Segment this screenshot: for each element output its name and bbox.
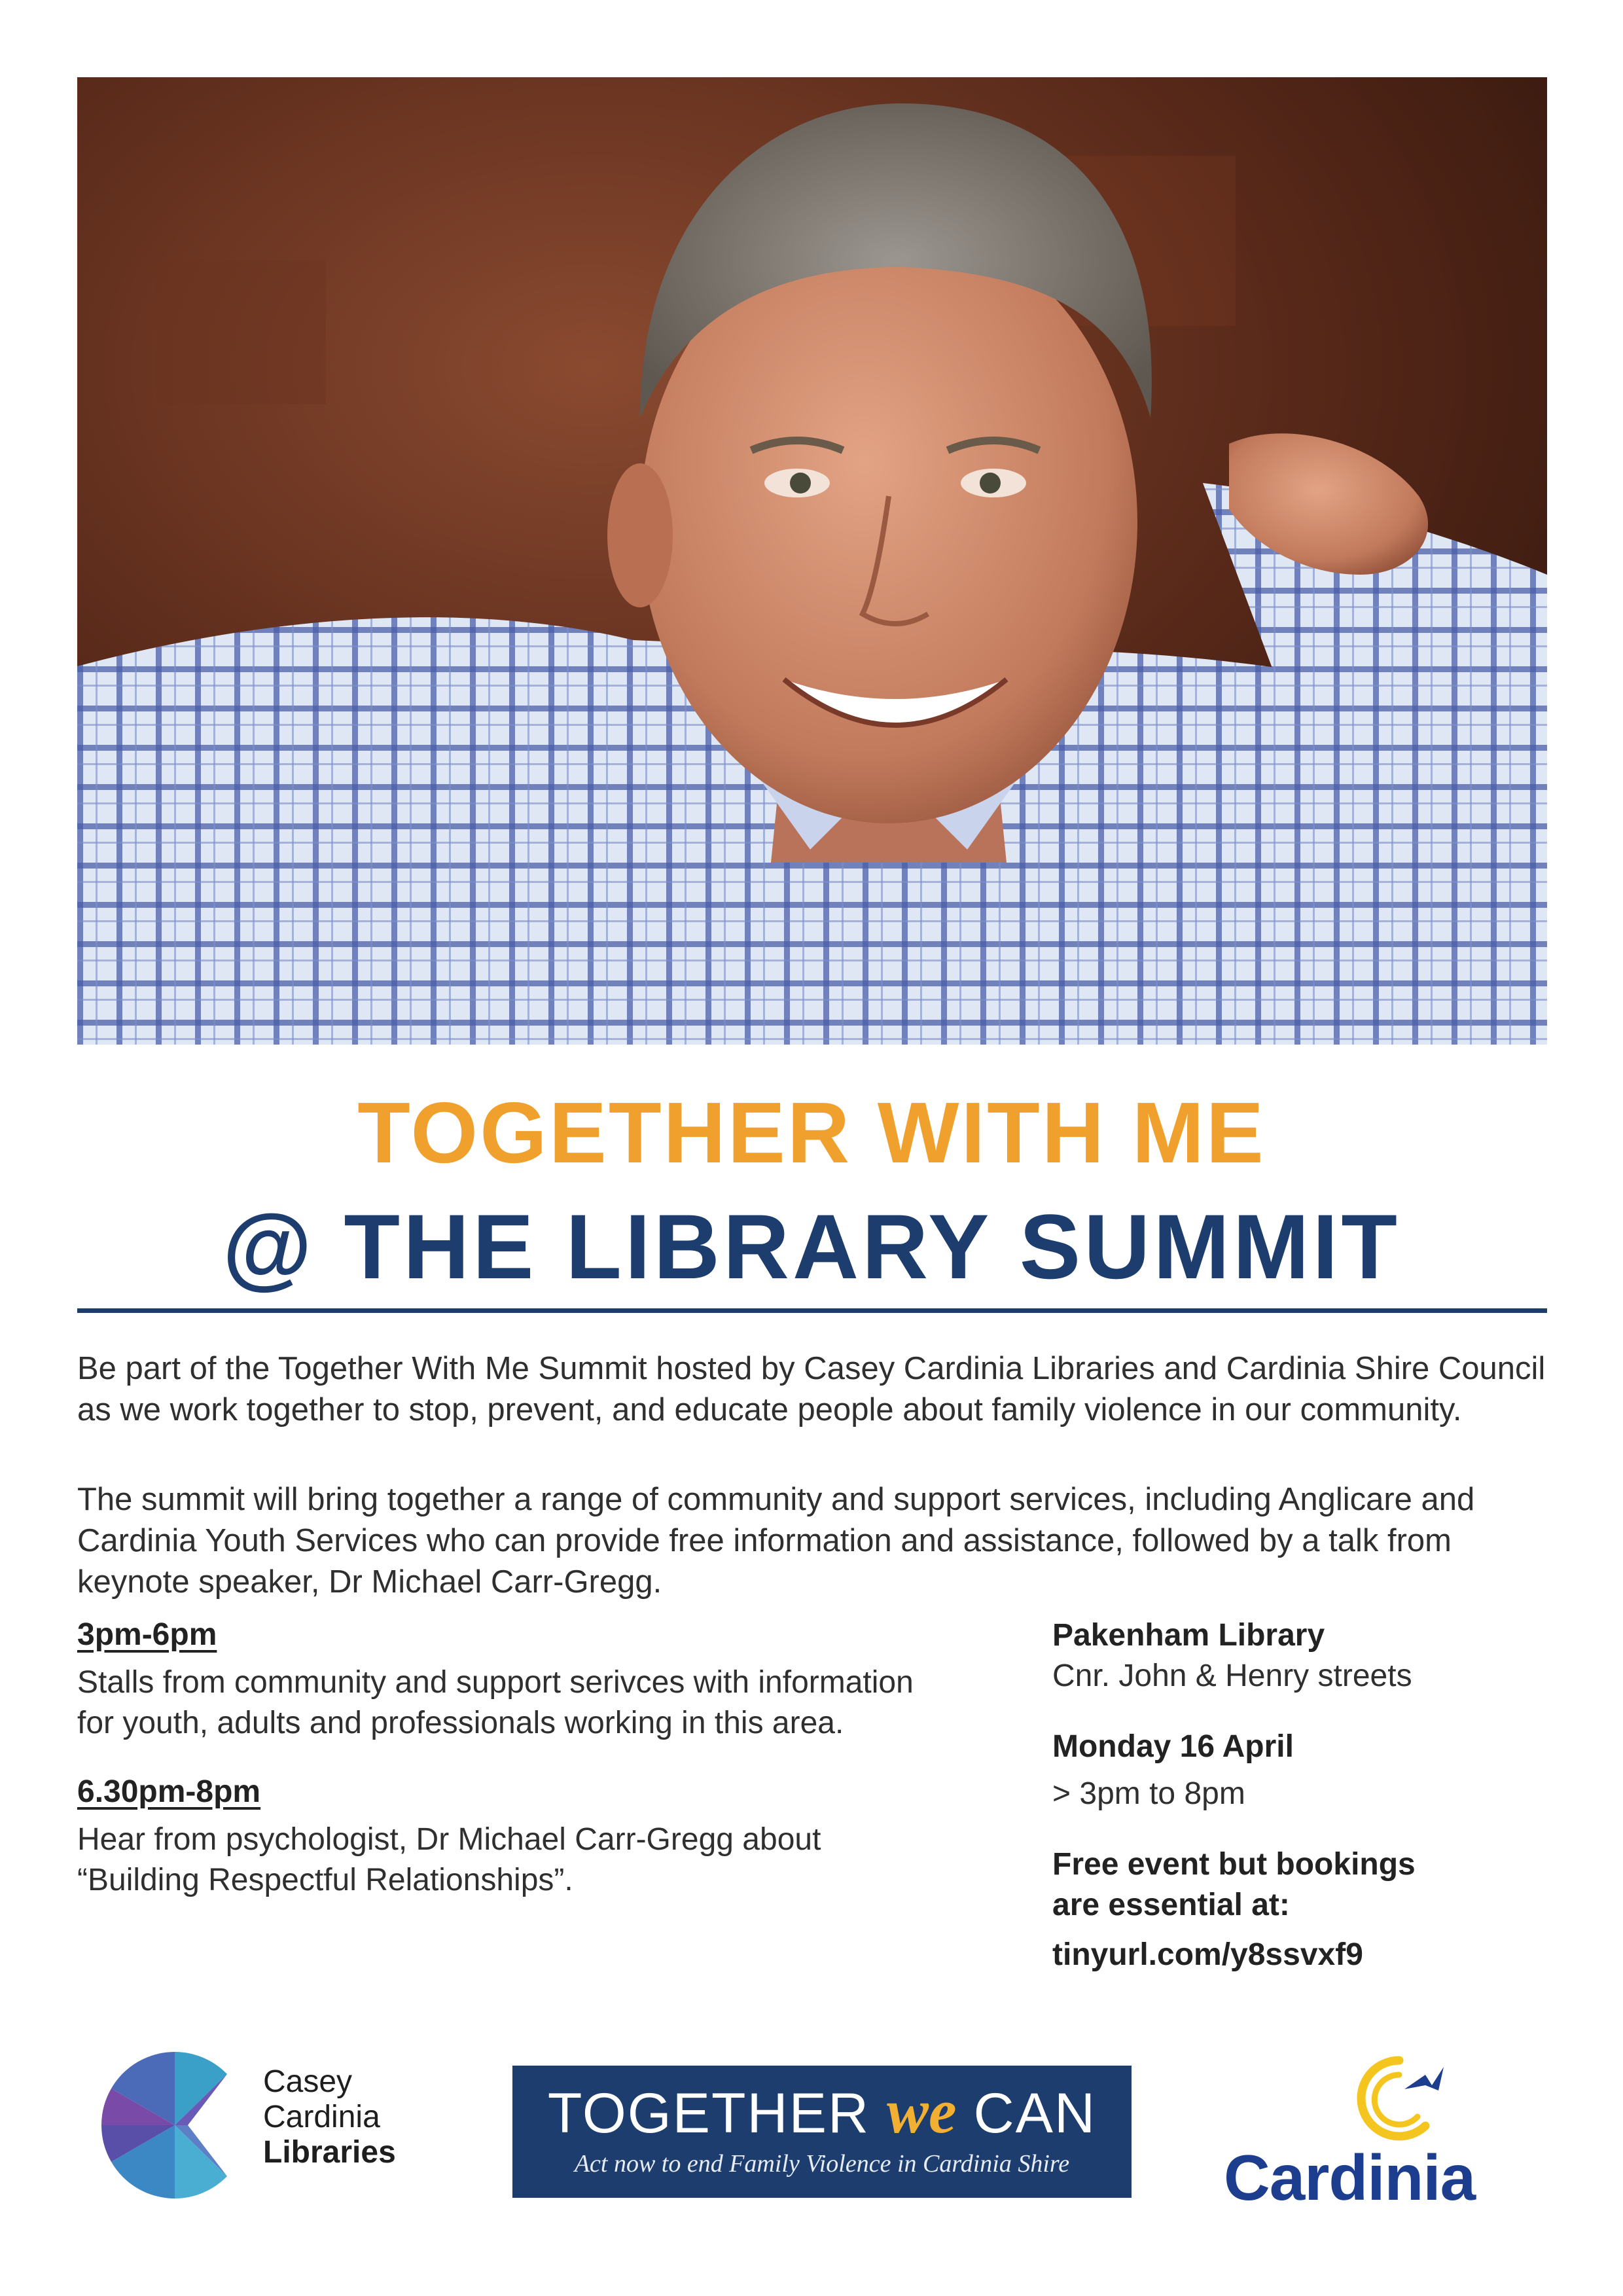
session-time: 6.30pm-8pm [77,1774,261,1809]
session-description: Stalls from community and support serivces with information for youth, adults and professionals working in this area. [77,1665,914,1740]
venue-address: Cnr. John & Henry streets [1052,1659,1412,1693]
cardinia-logo [1209,2049,1524,2212]
session-list [77,1615,928,1901]
booking-url[interactable]: tinyurl.com/y8ssvxf9 [1052,1937,1363,1972]
pinwheel-k-icon [99,2050,250,2200]
twc-tagline: Act now to end Family Violence in Cardinia Shire [574,2150,1070,2178]
session-description: Hear from psychologist, Dr Michael Carr-Gregg about “Building Respectful Relationships”. [77,1822,821,1897]
together-we-can-logo [512,2066,1132,2198]
cardinia-wordmark: Cardinia [1224,2142,1476,2214]
event-hours: > 3pm to 8pm [1052,1776,1245,1811]
headline-line2: @ THE LIBRARY SUMMIT [223,1195,1400,1298]
booking-note-line1: Free event but bookings [1052,1847,1416,1882]
booking-note-line2: are essential at: [1052,1888,1290,1922]
venue-name: Pakenham Library [1052,1618,1325,1653]
twc-we: we [887,2076,957,2146]
headline-line1: TOGETHER WITH ME [357,1085,1266,1181]
ccl-line1: Casey [263,2064,353,2099]
speaker-photo [77,77,1547,1045]
session-time: 3pm-6pm [77,1617,217,1652]
headline-divider [77,1308,1547,1313]
session-item [77,1615,928,1744]
event-date: Monday 16 April [1052,1729,1294,1764]
sun-bird-icon [1327,2049,1458,2147]
intro-paragraph-2: The summit will bring together a range of community and support services, including Anglicare and Cardinia Youth Services who can provide free information and assistance, followed by a talk from keynote speaker, Dr Michael Carr-Gregg. [77,1482,1475,1600]
twc-part2: CAN [956,2082,1097,2145]
ccl-line2: Cardinia [263,2100,380,2134]
intro-paragraph-1: Be part of the Together With Me Summit hosted by Casey Cardinia Libraries and Cardinia Shire Council as we work together to stop, prevent, and educate people about family violence in our community. [77,1351,1546,1427]
event-details [1052,1615,1550,1975]
session-item [77,1772,928,1901]
ccl-line3: Libraries [263,2135,396,2170]
twc-part1: TOGETHER [547,2082,887,2145]
casey-cardinia-libraries-logo [99,2050,466,2200]
